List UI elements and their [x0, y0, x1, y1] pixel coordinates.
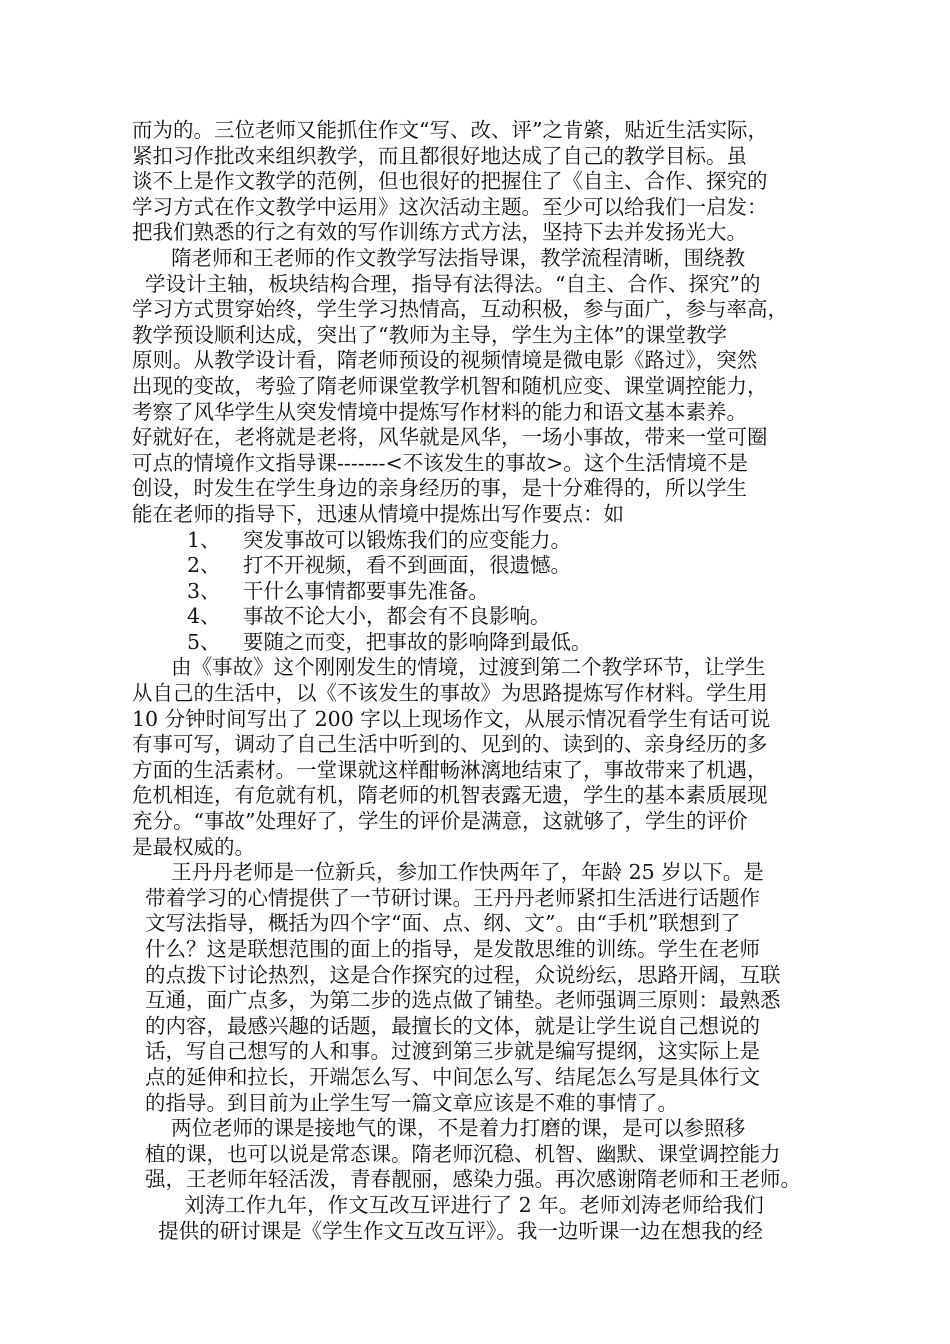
list-item [132, 528, 822, 554]
text-line: 是最权威的。 [132, 834, 255, 859]
text-line: 10 分钟时间写出了 200 字以上现场作文，从展示情况看学生有话可说 [132, 706, 771, 731]
list-item-number: 3、 [187, 578, 221, 603]
text-line: 出现的变故，考验了隋老师课堂教学机智和随机应变、课堂调控能力， [132, 373, 768, 398]
document-page [132, 118, 822, 1244]
text-line: 提供的研讨课是《学生作文互改互评》。我一边听课一边在想我的经 [132, 1218, 763, 1243]
text-line: 原则。从教学设计看，隋老师预设的视频情境是微电影《路过》，突然 [132, 348, 758, 373]
list-item [132, 579, 822, 605]
text-line: 互通，面广点多，为第二步的选点做了铺垫。老师强调三原则：最熟悉 [132, 988, 781, 1013]
text-line: 方面的生活素材。一堂课就这样酣畅淋漓地结束了，事故带来了机遇， [132, 757, 768, 782]
text-line: 有事可写，调动了自己生活中听到的、见到的、读到的、亲身经历的多 [132, 732, 768, 757]
text-line: 教学预设顺利达成，突出了“教师为主导，学生为主体”的课堂教学 [132, 322, 727, 347]
list-item-text: 突发事故可以锻炼我们的应变能力。 [243, 527, 571, 552]
text-line: 话，写自己想写的人和事。过渡到第三步就是编写提纲，这实际上是 [132, 1039, 761, 1064]
list-item-text: 打不开视频，看不到画面，很遗憾。 [243, 553, 571, 578]
list-item-text: 干什么事情都要事先准备。 [243, 578, 489, 603]
text-line: 刘涛工作九年，作文互改互评进行了 2 年。老师刘涛老师给我们 [132, 1192, 764, 1217]
text-line: 好就好在，老将就是老将，风华就是风华，一场小事故，带来一堂可圈 [132, 425, 768, 450]
text-line: 什么？这是联想范围的面上的指导，是发散思维的训练。学生在老师 [132, 937, 761, 961]
text-line: 的点拨下讨论热烈，这是合作探究的过程，众说纷纭，思路开阔，互联 [132, 962, 781, 987]
numbered-list [132, 528, 822, 656]
text-line: 可点的情境作文指导课-------<不该发生的事故>。这个生活情境不是 [132, 450, 748, 475]
text-line: 充分。“事故”处理好了，学生的评价是满意，这就够了，学生的评价 [132, 809, 748, 834]
list-item-number: 5、 [187, 629, 221, 654]
text-line: 考察了风华学生从突发情境中提炼写作材料的能力和语文基本素养。 [132, 399, 747, 424]
text-line: 点的延伸和拉长，开端怎么写、中间怎么写、结尾怎么写是具体行文 [132, 1064, 761, 1089]
list-item-text: 要随之而变，把事故的影响降到最低。 [243, 629, 592, 654]
text-line: 文写法指导，概括为四个字“面、点、纲、文”。由“手机”联想到了 [132, 911, 741, 936]
text-line: 带着学习的心情提供了一节研讨课。王丹丹老师紧扣生活进行话题作 [132, 885, 761, 910]
list-item-number: 1、 [187, 527, 221, 552]
paragraph-3 [132, 655, 822, 860]
list-item-text: 事故不论大小，都会有不良影响。 [243, 604, 551, 629]
text-line: 学设计主轴，板块结构合理，指导有法得法。“自主、合作、探究”的 [132, 271, 761, 296]
paragraph-6 [132, 1193, 822, 1244]
paragraph-4 [132, 860, 822, 1116]
list-item-number: 2、 [187, 553, 221, 578]
paragraph-5 [132, 1116, 822, 1193]
text-line: 植的课，也可以说是常态课。隋老师沉稳、机智、幽默、课堂调控能力 [132, 1141, 781, 1166]
text-line: 学习方式在作文教学中运用》这次活动主题。至少可以给我们一启发： [132, 194, 768, 219]
list-item [132, 604, 822, 630]
text-line: 而为的。三位老师又能抓住作文“写、改、评”之肯綮，贴近生活实际， [132, 118, 768, 142]
text-line: 能在老师的指导下，迅速从情境中提炼出写作要点：如 [132, 501, 624, 526]
text-line: 危机相连，有危就有机，隋老师的机智表露无遗，学生的基本素质展现 [132, 783, 768, 808]
text-line: 强，王老师年轻活泼，青春靓丽，感染力强。再次感谢隋老师和王老师。 [132, 1167, 802, 1192]
paragraph-2 [132, 246, 822, 528]
text-line: 谈不上是作文教学的范例，但也很好的把握住了《自主、合作、探究的 [132, 169, 768, 194]
text-line: 紧扣习作批改来组织教学，而且都很好地达成了自己的教学目标。虽 [132, 143, 747, 168]
text-line: 两位老师的课是接地气的课，不是着力打磨的课，是可以参照移 [132, 1116, 746, 1141]
text-line: 隋老师和王老师的作文教学写法指导课，教学流程清晰，围绕教 [132, 245, 746, 270]
list-item-number: 4、 [187, 604, 221, 629]
list-item [132, 553, 822, 579]
text-line: 由《事故》这个刚刚发生的情境，过渡到第二个教学环节，让学生 [132, 655, 766, 680]
text-line: 把我们熟悉的行之有效的写作训练方式方法，坚持下去并发扬光大。 [132, 220, 747, 245]
text-line: 创设，时发生在学生身边的亲身经历的事，是十分难得的，所以学生 [132, 476, 747, 501]
list-item [132, 630, 822, 656]
text-line: 王丹丹老师是一位新兵，参加工作快两年了，年龄 25 岁以下。是 [132, 860, 764, 885]
text-line: 学习方式贯穿始终，学生学习热情高，互动积极，参与面广，参与率高， [132, 297, 788, 322]
text-line: 的内容，最感兴趣的话题，最擅长的文体，就是让学生说自己想说的 [132, 1013, 761, 1038]
text-line: 的指导。到目前为止学生写一篇文章应该是不难的事情了。 [132, 1090, 679, 1115]
text-line: 从自己的生活中，以《不该发生的事故》为思路提炼写作材料。学生用 [132, 681, 768, 706]
paragraph-1 [132, 118, 822, 246]
